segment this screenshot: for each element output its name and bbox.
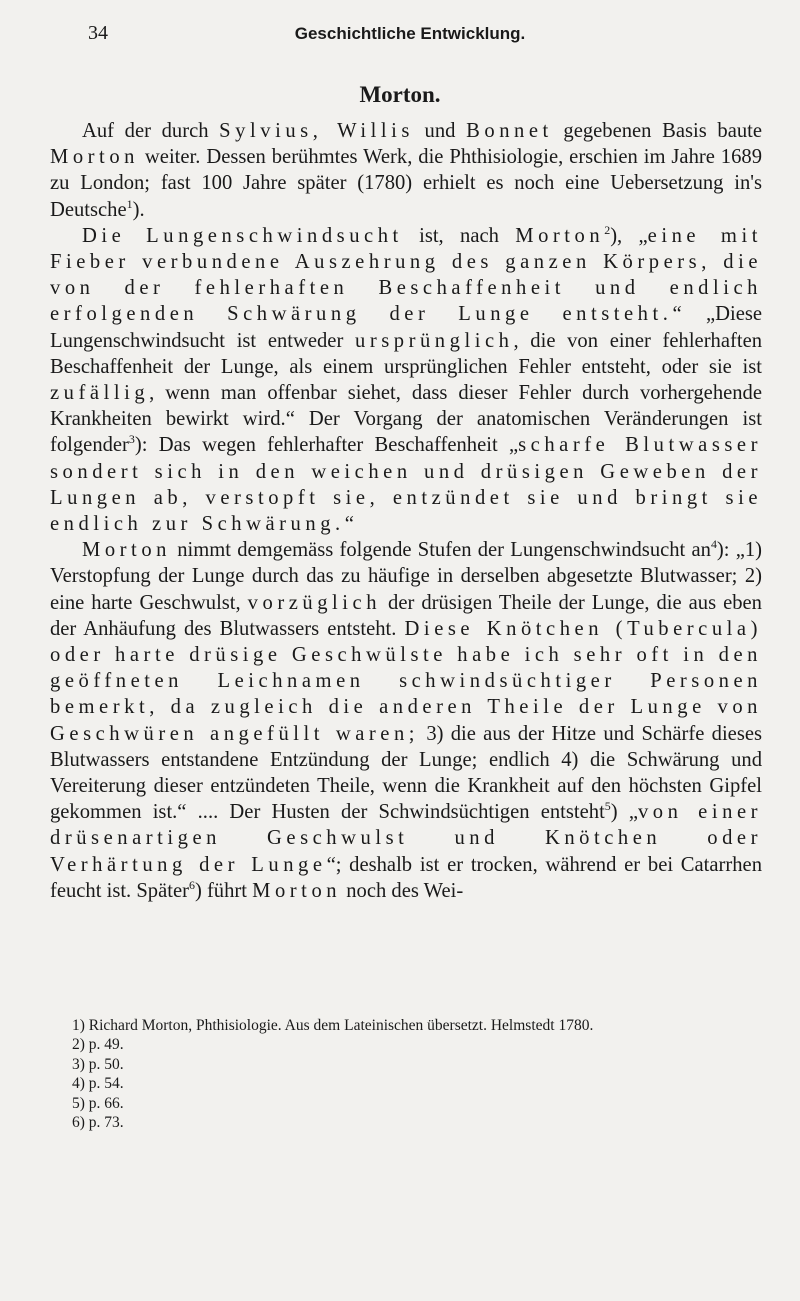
spaced-emphasis: Morton	[515, 224, 605, 247]
text-run: “; deshalb ist er trocken, während er bei Catarrhen feucht ist. Später	[50, 853, 762, 902]
footnotes	[50, 1016, 762, 1132]
text-run: ) führt	[194, 879, 253, 902]
footnote-ref: 4	[710, 537, 717, 552]
text-run: ): Das wegen fehlerhafter Beschaffenheit „	[134, 434, 519, 457]
footnote: 5) p. 66.	[72, 1094, 124, 1112]
text-run: gegebenen Basis baute	[552, 120, 762, 142]
text-run: ) „	[610, 801, 638, 824]
text-run: , wenn man offenbar siehet, dass dieser Fehler durch vorhergehende Krankheiten bewirkt wird.“ Der Vorgang der anatomischen Veränderungen ist folgender	[50, 382, 762, 457]
spaced-emphasis: Morton	[82, 539, 171, 562]
text-run: der drüsigen Theile der Lunge, die aus eben der Anhäufung des Blutwassers entsteht.	[50, 591, 762, 640]
spaced-emphasis: von einer drüsenartigen Geschwulst und Knötchen oder Verhärtung der Lunge	[50, 801, 763, 876]
text-run: ).	[132, 198, 145, 221]
footnote: 6) p. 73.	[72, 1114, 124, 1132]
footnote-ref: 3	[128, 432, 135, 447]
text-run: noch des Wei-	[341, 879, 464, 902]
text-run: “ „Diese Lungenschwindsucht ist entweder	[50, 303, 762, 352]
spaced-emphasis: Morton	[50, 146, 139, 169]
spaced-emphasis: ursprünglich	[354, 329, 514, 352]
spaced-emphasis: Diese Knötchen (Tubercula) oder harte drüsige Geschwülste habe ich sehr oft in den geöffneten Leichnamen schwindsüchtiger Personen bemerkt, da zugleich die anderen Theile der Lunge von Geschwüren angefüllt waren;	[50, 617, 762, 745]
spaced-emphasis: zufällig	[50, 382, 150, 405]
spaced-emphasis: Die Lungenschwindsucht	[82, 224, 403, 247]
footnote-ref: 2	[604, 222, 611, 237]
text-run: 3) die aus der Hitze und Schärfe dieses Blutwassers entstandene Entzündung der Lunge; endlich 4) die Schwärung und Vereiterung dieser entzündeten Theile, wenn die Krankheit auf den höchsten Gipfel gekommen ist.“ .... Der Husten der Schwindsüchtigen entsteht	[50, 722, 762, 824]
text-run: Auf der durch	[82, 120, 220, 142]
page-number: 34	[88, 22, 108, 44]
spaced-emphasis: eine mit Fieber verbundene Auszehrung des ganzen Körpers, die von der fehlerhaften Beschaffenheit und endlich erfolgenden Schwärung der Lunge entsteht.	[50, 224, 762, 326]
spaced-emphasis: scharfe Blutwasser sondert sich in den weichen und drüsigen Geweben der Lungen ab, verstopft sie, entzündet sie und bringt sie endlich zur Schwärung.	[50, 434, 762, 536]
footnote: 2) p. 49.	[72, 1036, 124, 1054]
paragraph	[50, 537, 762, 904]
footnote-ref: 5	[604, 799, 611, 814]
text-run: ): „1) Verstopfung der Lunge durch das zu häufige in derselben abgesetzte Blutwasser; 2) eine harte Geschwulst,	[50, 539, 762, 614]
spaced-emphasis: Sylvius, Willis	[219, 120, 414, 142]
footnote: 3) p. 50.	[72, 1055, 124, 1073]
footnote: 4) p. 54.	[72, 1075, 124, 1093]
section-title: Morton.	[359, 82, 441, 107]
paragraph	[50, 118, 762, 223]
text-run: nimmt demgemäss folgende Stufen der Lungenschwindsucht an	[170, 539, 711, 562]
footnote-ref: 1	[126, 196, 133, 211]
paragraph	[50, 223, 762, 537]
text-run: , die von einer fehlerhaften Beschaffenheit der Lunge, als einem ursprünglichen Fehler entsteht, oder sie ist	[50, 329, 763, 378]
text-run: weiter. Dessen berühmtes Werk, die Phthisiologie, erschien im Jahre 1689 zu London; fast 100 Jahre später (1780) erhielt es noch eine Uebersetzung in's Deutsche	[50, 146, 762, 221]
text-run: “	[344, 513, 354, 536]
running-head	[60, 22, 760, 48]
text-run: und	[413, 120, 467, 142]
footnote: 1) Richard Morton, Phthisiologie. Aus dem Lateinischen übersetzt. Helmstedt 1780.	[72, 1017, 594, 1034]
spaced-emphasis: Bonnet	[466, 120, 553, 142]
spaced-emphasis: Morton	[252, 879, 342, 902]
footnote-ref: 6	[188, 878, 195, 893]
body-text	[50, 118, 762, 904]
spaced-emphasis: vorzüglich	[247, 591, 382, 614]
text-run: ist, nach	[402, 224, 516, 247]
text-run: ), „	[610, 224, 648, 247]
running-head-title: Geschichtliche Entwicklung.	[294, 24, 526, 43]
